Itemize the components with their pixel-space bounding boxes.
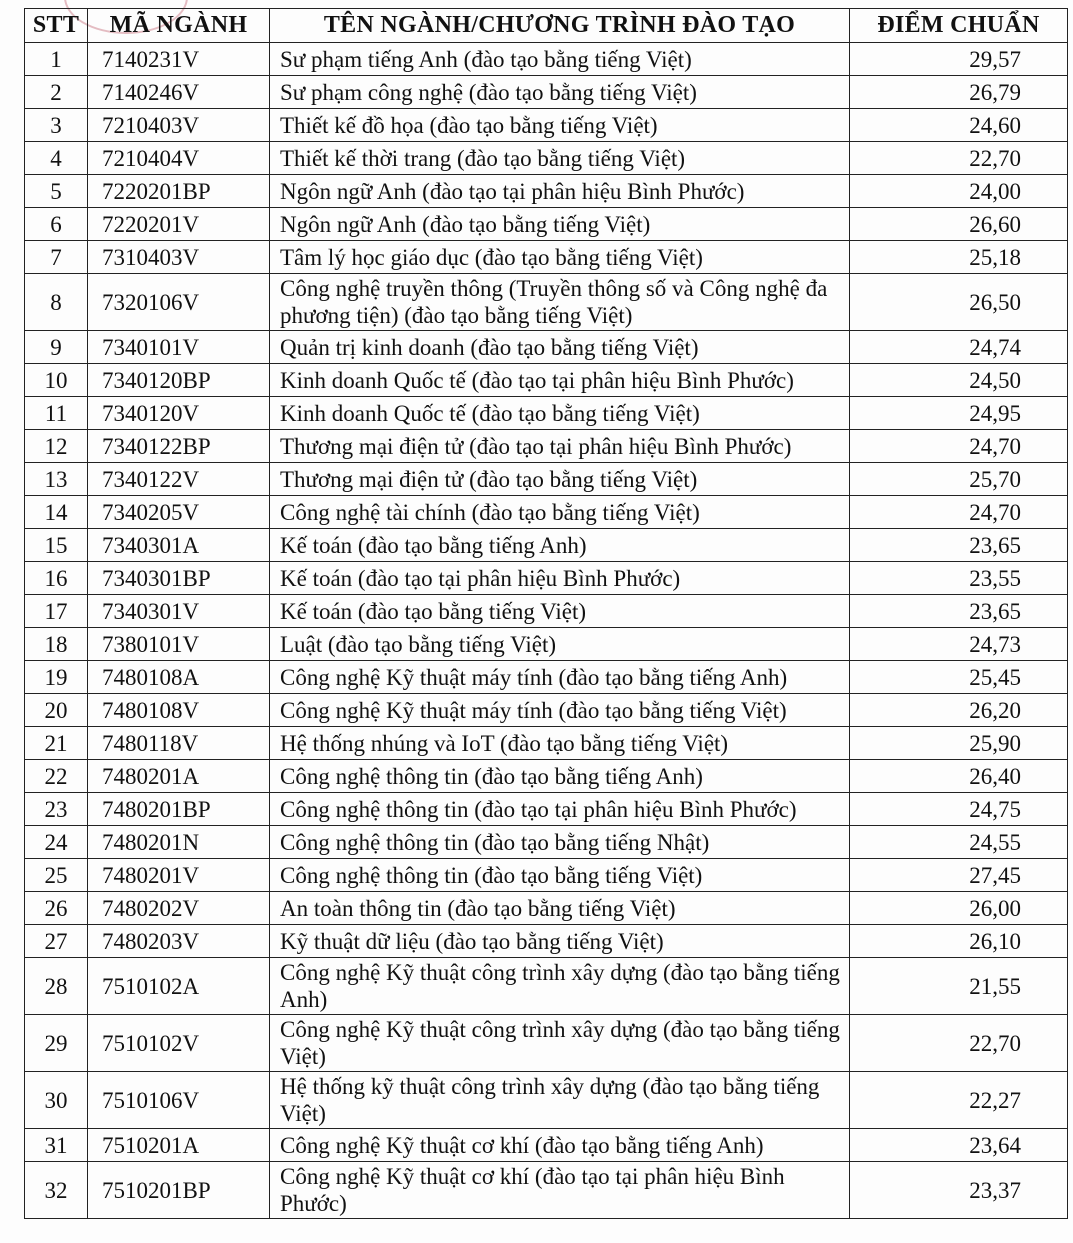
table-row [25,241,1068,274]
row-major-code: 7510102V [88,1015,270,1072]
row-major-code: 7340120V [88,397,270,430]
row-stt: 29 [25,1015,88,1072]
table-row [25,1162,1068,1219]
row-cutoff-score: 24,00 [850,175,1068,208]
row-major-code: 7340301BP [88,562,270,595]
row-major-code: 7320106V [88,274,270,331]
row-cutoff-score: 26,40 [850,760,1068,793]
table-row [25,76,1068,109]
row-major-code: 7480108V [88,694,270,727]
table-row [25,208,1068,241]
row-stt: 28 [25,958,88,1015]
header-code: MÃ NGÀNH [88,9,270,43]
row-major-code: 7140246V [88,76,270,109]
row-program-name: Kinh doanh Quốc tế (đào tạo bằng tiếng Việt) [270,397,850,430]
row-stt: 21 [25,727,88,760]
row-stt: 6 [25,208,88,241]
row-cutoff-score: 26,60 [850,208,1068,241]
row-program-name: Hệ thống kỹ thuật công trình xây dựng (đào tạo bằng tiếng Việt) [270,1072,850,1129]
row-stt: 17 [25,595,88,628]
row-stt: 7 [25,241,88,274]
table-row [25,1072,1068,1129]
row-stt: 19 [25,661,88,694]
table-row [25,430,1068,463]
row-cutoff-score: 23,65 [850,595,1068,628]
row-major-code: 7340122BP [88,430,270,463]
row-major-code: 7340301V [88,595,270,628]
table-row [25,364,1068,397]
row-major-code: 7480201A [88,760,270,793]
row-cutoff-score: 23,64 [850,1129,1068,1162]
row-stt: 3 [25,109,88,142]
table-row [25,1015,1068,1072]
row-program-name: Hệ thống nhúng và IoT (đào tạo bằng tiếng Việt) [270,727,850,760]
row-stt: 1 [25,43,88,76]
table-row [25,694,1068,727]
table-row [25,397,1068,430]
row-major-code: 7480118V [88,727,270,760]
row-stt: 31 [25,1129,88,1162]
row-cutoff-score: 25,70 [850,463,1068,496]
table-body [25,43,1068,1219]
row-stt: 11 [25,397,88,430]
row-cutoff-score: 24,70 [850,430,1068,463]
row-program-name: Quản trị kinh doanh (đào tạo bằng tiếng Việt) [270,331,850,364]
row-program-name: Thương mại điện tử (đào tạo tại phân hiệu Bình Phước) [270,430,850,463]
row-cutoff-score: 26,00 [850,892,1068,925]
row-cutoff-score: 21,55 [850,958,1068,1015]
row-cutoff-score: 23,37 [850,1162,1068,1219]
admission-score-table [24,8,1068,1219]
row-major-code: 7480108A [88,661,270,694]
table-row [25,793,1068,826]
row-major-code: 7510201A [88,1129,270,1162]
table-row [25,760,1068,793]
row-major-code: 7140231V [88,43,270,76]
row-stt: 32 [25,1162,88,1219]
row-stt: 5 [25,175,88,208]
table-row [25,274,1068,331]
table-row [25,727,1068,760]
row-stt: 16 [25,562,88,595]
row-program-name: Sư phạm công nghệ (đào tạo bằng tiếng Việt) [270,76,850,109]
header-name: TÊN NGÀNH/CHƯƠNG TRÌNH ĐÀO TẠO [270,9,850,43]
table-row [25,958,1068,1015]
row-stt: 22 [25,760,88,793]
row-stt: 27 [25,925,88,958]
table-row [25,175,1068,208]
row-program-name: Ngôn ngữ Anh (đào tạo bằng tiếng Việt) [270,208,850,241]
row-program-name: Thiết kế đồ họa (đào tạo bằng tiếng Việt) [270,109,850,142]
table-row [25,529,1068,562]
row-major-code: 7480201BP [88,793,270,826]
row-major-code: 7340205V [88,496,270,529]
row-major-code: 7340122V [88,463,270,496]
row-cutoff-score: 22,27 [850,1072,1068,1129]
row-major-code: 7220201V [88,208,270,241]
row-major-code: 7510106V [88,1072,270,1129]
row-major-code: 7210403V [88,109,270,142]
table-row [25,1129,1068,1162]
table-row [25,925,1068,958]
row-program-name: Kinh doanh Quốc tế (đào tạo tại phân hiệu Bình Phước) [270,364,850,397]
table-row [25,331,1068,364]
row-major-code: 7480201N [88,826,270,859]
row-cutoff-score: 23,55 [850,562,1068,595]
table-row [25,43,1068,76]
row-cutoff-score: 26,50 [850,274,1068,331]
row-cutoff-score: 24,95 [850,397,1068,430]
row-program-name: Sư phạm tiếng Anh (đào tạo bằng tiếng Việt) [270,43,850,76]
row-program-name: Công nghệ Kỹ thuật công trình xây dựng (đào tạo bằng tiếng Anh) [270,958,850,1015]
header-stt: STT [25,9,88,43]
row-program-name: Công nghệ Kỹ thuật cơ khí (đào tạo bằng tiếng Anh) [270,1129,850,1162]
row-stt: 26 [25,892,88,925]
row-cutoff-score: 24,70 [850,496,1068,529]
row-cutoff-score: 25,90 [850,727,1068,760]
row-program-name: Thiết kế thời trang (đào tạo bằng tiếng Việt) [270,142,850,175]
row-cutoff-score: 25,18 [850,241,1068,274]
row-program-name: Công nghệ Kỹ thuật cơ khí (đào tạo tại phân hiệu Bình Phước) [270,1162,850,1219]
table-row [25,595,1068,628]
row-program-name: Tâm lý học giáo dục (đào tạo bằng tiếng Việt) [270,241,850,274]
row-stt: 2 [25,76,88,109]
row-cutoff-score: 24,60 [850,109,1068,142]
row-cutoff-score: 24,50 [850,364,1068,397]
row-cutoff-score: 24,74 [850,331,1068,364]
header-score: ĐIỂM CHUẨN [850,9,1068,43]
row-cutoff-score: 24,75 [850,793,1068,826]
row-cutoff-score: 27,45 [850,859,1068,892]
table-row [25,562,1068,595]
row-stt: 23 [25,793,88,826]
row-stt: 30 [25,1072,88,1129]
row-cutoff-score: 26,10 [850,925,1068,958]
row-program-name: Kỹ thuật dữ liệu (đào tạo bằng tiếng Việt) [270,925,850,958]
row-program-name: Kế toán (đào tạo bằng tiếng Anh) [270,529,850,562]
row-program-name: Ngôn ngữ Anh (đào tạo tại phân hiệu Bình Phước) [270,175,850,208]
row-cutoff-score: 23,65 [850,529,1068,562]
row-cutoff-score: 24,55 [850,826,1068,859]
row-program-name: Công nghệ truyền thông (Truyền thông số và Công nghệ đa phương tiện) (đào tạo bằng tiếng Việt) [270,274,850,331]
row-stt: 8 [25,274,88,331]
row-major-code: 7220201BP [88,175,270,208]
row-program-name: Thương mại điện tử (đào tạo bằng tiếng Việt) [270,463,850,496]
row-major-code: 7480201V [88,859,270,892]
row-program-name: Công nghệ Kỹ thuật máy tính (đào tạo bằng tiếng Anh) [270,661,850,694]
table-row [25,892,1068,925]
table-row [25,463,1068,496]
row-cutoff-score: 22,70 [850,142,1068,175]
row-cutoff-score: 26,79 [850,76,1068,109]
table-header-row [25,9,1068,43]
row-stt: 12 [25,430,88,463]
row-cutoff-score: 26,20 [850,694,1068,727]
row-stt: 10 [25,364,88,397]
row-stt: 18 [25,628,88,661]
row-program-name: An toàn thông tin (đào tạo bằng tiếng Việt) [270,892,850,925]
row-major-code: 7340101V [88,331,270,364]
table-row [25,628,1068,661]
table-row [25,826,1068,859]
row-program-name: Luật (đào tạo bằng tiếng Việt) [270,628,850,661]
row-program-name: Công nghệ thông tin (đào tạo bằng tiếng Việt) [270,859,850,892]
row-cutoff-score: 22,70 [850,1015,1068,1072]
row-major-code: 7510201BP [88,1162,270,1219]
row-program-name: Kế toán (đào tạo tại phân hiệu Bình Phước) [270,562,850,595]
row-program-name: Công nghệ thông tin (đào tạo bằng tiếng Anh) [270,760,850,793]
row-stt: 13 [25,463,88,496]
row-program-name: Công nghệ tài chính (đào tạo bằng tiếng Việt) [270,496,850,529]
row-program-name: Công nghệ thông tin (đào tạo tại phân hiệu Bình Phước) [270,793,850,826]
row-major-code: 7340301A [88,529,270,562]
table-row [25,142,1068,175]
row-major-code: 7480203V [88,925,270,958]
row-stt: 20 [25,694,88,727]
row-program-name: Kế toán (đào tạo bằng tiếng Việt) [270,595,850,628]
table-row [25,109,1068,142]
row-cutoff-score: 24,73 [850,628,1068,661]
row-program-name: Công nghệ Kỹ thuật công trình xây dựng (đào tạo bằng tiếng Việt) [270,1015,850,1072]
row-stt: 24 [25,826,88,859]
row-major-code: 7210404V [88,142,270,175]
row-major-code: 7380101V [88,628,270,661]
table-row [25,496,1068,529]
row-stt: 25 [25,859,88,892]
row-stt: 14 [25,496,88,529]
row-program-name: Công nghệ thông tin (đào tạo bằng tiếng Nhật) [270,826,850,859]
row-major-code: 7510102A [88,958,270,1015]
table-row [25,859,1068,892]
row-stt: 9 [25,331,88,364]
row-major-code: 7480202V [88,892,270,925]
row-program-name: Công nghệ Kỹ thuật máy tính (đào tạo bằng tiếng Việt) [270,694,850,727]
row-major-code: 7310403V [88,241,270,274]
row-cutoff-score: 29,57 [850,43,1068,76]
row-major-code: 7340120BP [88,364,270,397]
table-row [25,661,1068,694]
row-cutoff-score: 25,45 [850,661,1068,694]
row-stt: 4 [25,142,88,175]
row-stt: 15 [25,529,88,562]
